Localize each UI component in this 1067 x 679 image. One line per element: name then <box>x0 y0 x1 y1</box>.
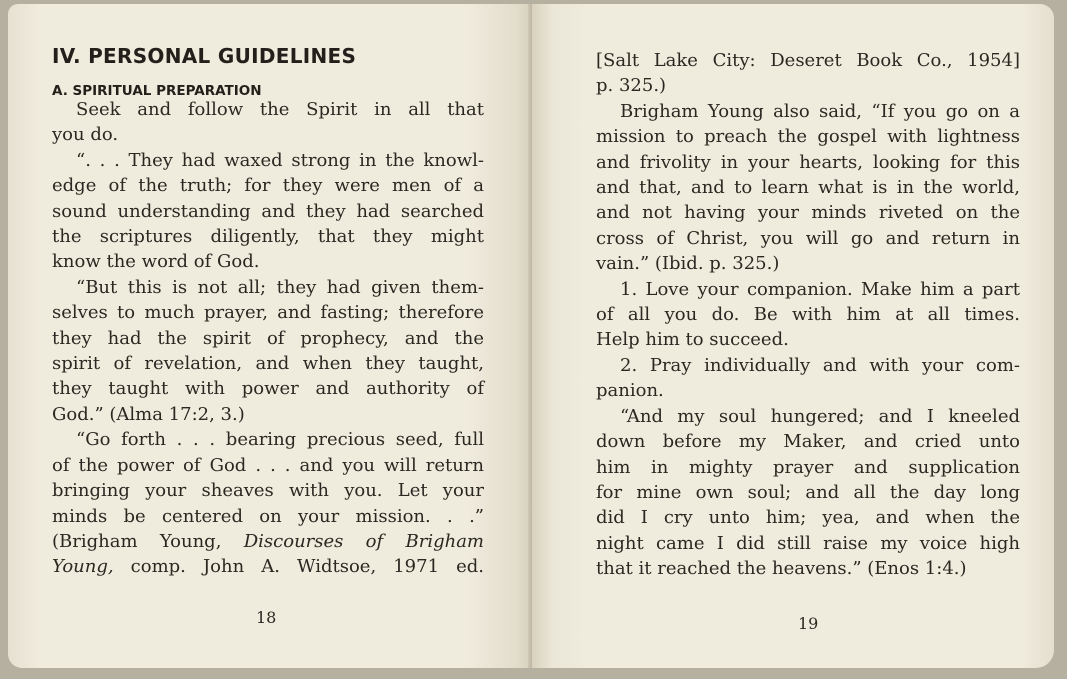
text-line: of the power of God . . . and you will return <box>52 454 484 476</box>
text-line: the scriptures diligently, that they might <box>52 226 484 248</box>
text-line: they taught with power and authority of <box>52 378 484 400</box>
text-line: selves to much prayer, and fasting; therefore <box>52 302 484 324</box>
page-number-right: 19 <box>798 614 819 633</box>
text-line: cross of Christ, you will go and return in <box>596 227 1020 249</box>
text-line: Brigham Young also said, “If you go on a <box>620 100 1020 122</box>
subsection-heading: A. SPIRITUAL PREPARATION <box>52 83 262 99</box>
text-line: vain.” (Ibid. p. 325.) <box>596 253 780 275</box>
text-line: him in mighty prayer and supplication <box>596 456 1020 478</box>
text-line: know the word of God. <box>52 251 260 273</box>
section-heading: IV. PERSONAL GUIDELINES <box>52 44 357 68</box>
text-line: 2. Pray individually and with your com- <box>620 354 1020 376</box>
page-number-left: 18 <box>256 608 277 627</box>
text-line: down before my Maker, and cried unto <box>596 431 1020 453</box>
left-page-body <box>52 97 484 580</box>
left-page <box>8 4 532 668</box>
text-line: they had the spirit of prophecy, and the <box>52 327 484 349</box>
text-line: Seek and follow the Spirit in all that <box>76 99 484 120</box>
text-line: sound understanding and they had searched <box>52 200 484 222</box>
text-line: minds be centered on your mission. . .” <box>52 505 484 527</box>
text-line: and frivolity in your hearts, looking for this <box>596 151 1020 173</box>
text-line: mission to preach the gospel with lightness <box>596 126 1020 148</box>
text-line: (Brigham Young, Discourses of Brigham <box>52 530 484 552</box>
text-line: bringing your sheaves with you. Let your <box>52 480 484 502</box>
text-line: Young, comp. John A. Widtsoe, 1971 ed. <box>52 556 484 578</box>
text-line: you do. <box>52 124 119 146</box>
text-line: that it reached the heavens.” (Enos 1:4.) <box>596 558 967 580</box>
text-line: panion. <box>596 380 664 402</box>
right-page <box>532 4 1054 668</box>
text-line: for mine own soul; and all the day long <box>596 481 1020 503</box>
right-page-body <box>596 48 1020 582</box>
text-line: Help him to succeed. <box>596 329 789 351</box>
text-line: “. . . They had waxed strong in the knowl- <box>76 149 484 171</box>
text-line: “And my soul hungered; and I kneeled <box>620 405 1020 427</box>
text-line: “But this is not all; they had given them- <box>76 276 484 298</box>
text-line: of all you do. Be with him at all times. <box>596 304 1020 326</box>
text-line: and that, and to learn what is in the world, <box>596 177 1020 199</box>
text-line: 1. Love your companion. Make him a part <box>620 278 1020 300</box>
text-line: p. 325.) <box>596 75 667 97</box>
text-line: spirit of revelation, and when they taught, <box>52 353 484 375</box>
text-line: did I cry unto him; yea, and when the <box>596 507 1020 529</box>
text-line: [Salt Lake City: Deseret Book Co., 1954] <box>596 50 1020 71</box>
text-line: and not having your minds riveted on the <box>596 202 1020 224</box>
text-line: edge of the truth; for they were men of a <box>52 175 484 197</box>
text-line: “Go forth . . . bearing precious seed, full <box>76 429 484 451</box>
text-line: night came I did still raise my voice high <box>596 532 1020 554</box>
text-line: God.” (Alma 17:2, 3.) <box>52 403 245 425</box>
